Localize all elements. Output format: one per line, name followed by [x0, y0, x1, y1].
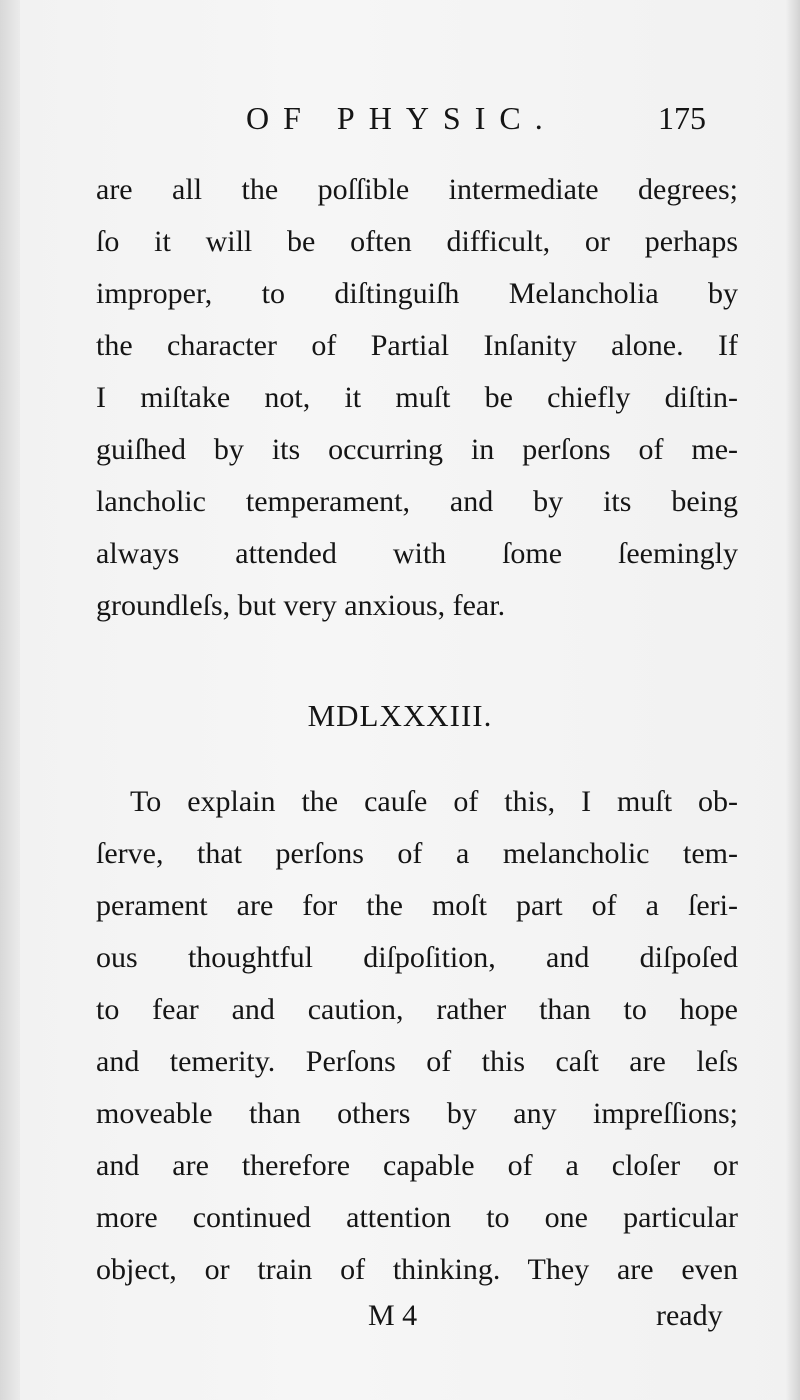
text-line: and are therefore capable of a cloſer or [96, 1149, 738, 1182]
paragraph-2 [96, 776, 738, 1296]
text-line: improper, to diſtinguiſh Melancholia by [96, 277, 738, 310]
text-line: ſerve, that perſons of a melancholic tem- [96, 837, 738, 870]
running-title: OF PHYSIC. [246, 100, 557, 136]
text-line: groundleſs, but very anxious, fear. [96, 589, 506, 622]
text-line: are all the poſſible intermediate degrees; [96, 173, 738, 206]
text-line: lancholic temperament, and by its being [96, 485, 738, 518]
section-heading: MDLXXXIII. [307, 698, 493, 733]
text-line: to fear and caution, rather than to hope [96, 993, 738, 1026]
text-line: and temerity. Perſons of this caſt are leſs [96, 1045, 738, 1078]
page-header [0, 88, 800, 148]
text-line: I miſtake not, it muſt be chiefly diſtin- [96, 381, 738, 414]
text-line: always attended with ſome ſeemingly [96, 537, 738, 570]
text-line: more continued attention to one particular [96, 1201, 738, 1234]
text-line: perament are for the moſt part of a ſeri- [96, 889, 738, 922]
text-line: the character of Partial Inſanity alone. If [96, 329, 738, 362]
page-number: 175 [658, 100, 706, 136]
catchword: ready [656, 1299, 723, 1332]
text-line: To explain the cauſe of this, I muſt ob- [130, 785, 738, 818]
text-line: object, or train of thinking. They are even [96, 1253, 738, 1286]
text-line: ſo it will be often difficult, or perhaps [96, 225, 738, 258]
text-line: guiſhed by its occurring in perſons of me- [96, 433, 738, 466]
paragraph-1 [96, 164, 738, 632]
text-line: moveable than others by any impreſſions; [96, 1097, 738, 1130]
signature-mark: M 4 [368, 1299, 418, 1332]
text-line: ous thoughtful diſpoſition, and diſpoſed [96, 941, 738, 974]
